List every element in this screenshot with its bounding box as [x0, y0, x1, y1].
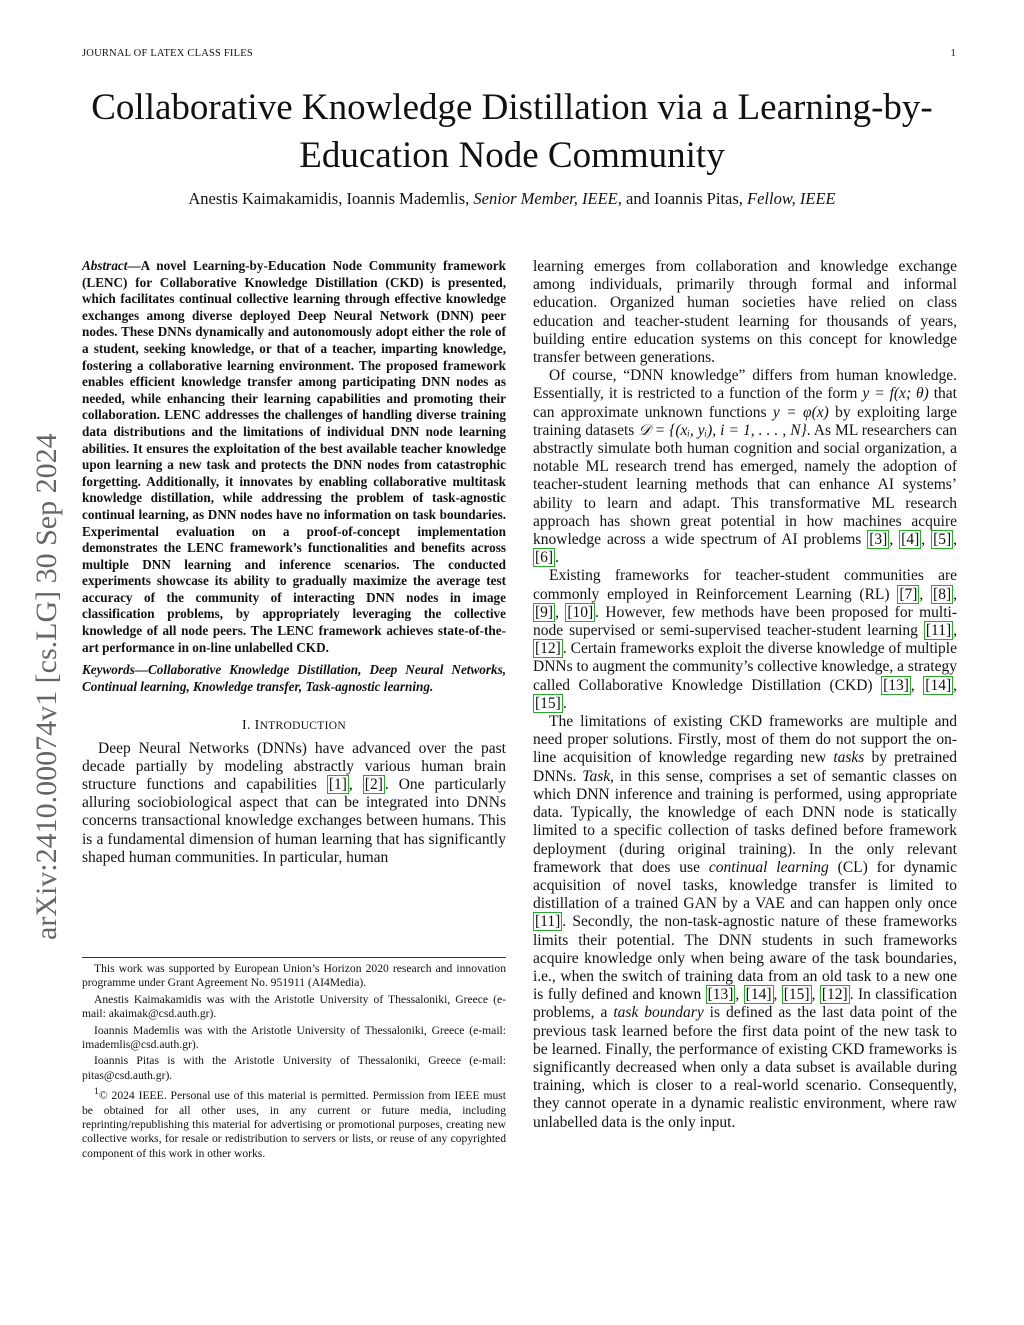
p4-emph-cl: continual learning — [708, 858, 829, 876]
author-names-2: , and Ioannis Pitas, — [617, 189, 748, 208]
citation-link[interactable]: [15] — [783, 986, 810, 1004]
citation-link[interactable]: [11] — [535, 913, 561, 931]
citation-link[interactable]: [5] — [933, 531, 952, 549]
abstract-text: —A novel Learning-by-Education Node Community framework (LENC) for Collaborative Knowledge Distillation (CKD) is presented, which facilitates continual collective learning through effective knowledge exchanges among diverse deployed Deep Neural Network (DNN) peer nodes. These DNNs dynamically and autonomously adopt either the role of a student, seeking knowledge, or that of a teacher, imparting knowledge, fostering a collaborative learning environment. The proposed framework enables efficient knowledge transfer among participating DNN nodes as needed, while enhancing their learning capabilities and promoting their collaboration. LENC addresses the challenges of handling diverse training data distributions and the limitations of individual DNN node learning abilities. It ensures the exploitation of the best available teacher knowledge upon learning a new task and protects the DNN nodes from catastrophic forgetting. Additionally, it innovates by enabling collaborative multitask knowledge distillation, while addressing the problem of task-agnostic continual learning, as DNN nodes have no information on task boundaries. Experimental evaluation on a proof-of-concept implementation demonstrates the LENC framework’s functionalities and benefits across multiple DNN learning and inference scenarios. The conducted experiments showcase its ability to gradually maximize the average test accuracy of the community of interacting DNN nodes in image classification problems, by appropriately leveraging the collective knowledge of all node peers. The LENC framework achieves state-of-the-art performance in on-line unlabelled CKD. — [82, 258, 506, 655]
footnote-author-2: Ioannis Mademlis was with the Aristotle University of Thessaloniki, Greece (e-mail: imademlis@csd.auth.gr). — [82, 1023, 506, 1052]
p4-text-g: is defined as the last data point of the previous task learned before the first data point of the new task to be learned. Finally, the performance of existing CKD frameworks is significantly decreased when only a data subset is available during training, which is closer to a real-world scenario. Consequently, they cannot operate in a dynamic realistic environment, where raw unlabelled data is the only input. — [533, 1004, 957, 1131]
intro-paragraph-1: Deep Neural Networks (DNNs) have advanced over the past decade partially by modeling abstractly various human brain structure functions and capabilities [1] , [2] . One particularly alluring sociobiological aspect that can be integrated into DNNs concerns transactional knowledge exchanges between humans. This is a fundamental dimension of human learning that has significantly shaped human communities. In particular, human — [82, 739, 506, 866]
citation-link[interactable]: [4] — [901, 531, 920, 549]
section-heading-introduction — [82, 717, 506, 735]
p2-text-a: Of course, “DNN knowledge” differs from human knowledge. Essentially, it is restricted to a function of the form — [533, 367, 957, 403]
intro-text-a: Deep Neural Networks (DNNs) have advanced over the past decade partially by modeling abstractly various human brain structure functions and capabilities — [82, 739, 506, 794]
citation-link[interactable]: [11] — [925, 622, 952, 640]
p4-emph-task: Task — [582, 767, 611, 785]
p4-text-d: (CL) for dynamic acquisition of novel tasks, knowledge transfer is limited to distillation of a trained GAN by a VAE and can happen only once — [533, 858, 957, 913]
author-role-2: Fellow, IEEE — [747, 189, 836, 208]
citation-link[interactable]: [10] — [567, 603, 594, 621]
copyright-text: © 2024 IEEE. Personal use of this material is permitted. Permission from IEEE must be obtained for all other uses, in any current or future media, including reprinting/republishing this material for advertising or promotional purposes, creating new collective works, for resale or redistribution to servers or lists, or reuse of any copyrighted component of this work in other works. — [82, 1089, 506, 1160]
footnotes — [82, 962, 506, 1163]
p2-text-b: that can approximate unknown functions — [533, 385, 957, 421]
citation-link[interactable]: [12] — [821, 986, 848, 1004]
citation-link[interactable]: [15] — [535, 694, 561, 712]
p4-text-a: The limitations of existing CKD frameworks are multiple and need proper solutions. Firstly, most of them do not support the on-line acquisition of knowledge regarding new — [533, 713, 957, 767]
citation-link[interactable]: [13] — [707, 986, 734, 1004]
math-inline: y = f(x; θ) — [862, 385, 929, 403]
running-head — [82, 48, 956, 59]
p3-text-b: . However, few methods have been proposed for multi-node supervised or semi-supervised teacher-student learning — [533, 603, 958, 640]
p3-text-a: Existing frameworks for teacher-student communities are commonly employed in Reinforcement Learning (RL) — [533, 567, 957, 603]
author-line — [60, 189, 964, 209]
left-column — [82, 258, 506, 867]
p4-text-b: by pretrained DNNs. — [533, 749, 957, 785]
right-paragraph-1: learning emerges from collaboration and knowledge exchange among individuals, primarily through formal and informal education. Organized human societies have relied on class education and teacher-student learning for thousands of years, building entire education systems on this concept for knowledge transfer between generations. — [533, 258, 957, 367]
author-names-1: Anestis Kaimakamidis, Ioannis Mademlis, — [188, 189, 474, 208]
right-paragraph-3: Existing frameworks for teacher-student communities are commonly employed in Reinforcement Learning (RL) [7] , [8] , [9] , [10] . However, few methods have been proposed for multi-node supervised or semi-supervised teacher-student learning [11] , [12] . Certain frameworks exploit the diverse knowledge of multiple DNNs to augment the community’s collective knowledge, a strategy called Collaborative Knowledge Distillation (CKD) [13] , [14] , [15] . — [533, 567, 958, 712]
keywords-label: Keywords — [82, 662, 135, 678]
abstract — [82, 258, 506, 656]
citation-link[interactable]: [12] — [535, 640, 561, 658]
intro-text-b: . One particularly alluring sociobiological aspect that can be integrated into DNNs concerns transactional knowledge exchanges between humans. This is a fundamental dimension of human learning that has significantly shaped human communities. In particular, human — [82, 776, 506, 866]
citation-link[interactable]: [1] — [328, 776, 347, 794]
footnote-copyright — [82, 1085, 506, 1161]
keywords-text: —Collaborative Knowledge Distillation, Deep Neural Networks, Continual learning, Knowledge transfer, Task-agnostic learning. — [82, 662, 506, 694]
right-paragraph-4: The limitations of existing CKD frameworks are multiple and need proper solutions. Firstly, most of them do not support the on-line acquisition of knowledge regarding new tasks by pretrained DNNs. Task, in this sense, comprises a set of semantic classes on which DNN inference and training is performed, using appropriate data. Typically, the knowledge of each DNN node is statically limited to a specific collection of tasks defined before framework deployment (during original training). In the only relevant framework that does use continual learning (CL) for dynamic acquisition of novel tasks, knowledge transfer is limited to distillation of a trained GAN by a VAE and can happen only once [11] . Secondly, the non-task-agnostic nature of these frameworks limits their potential. The DNN students in such frameworks acquire knowledge only when being aware of the task boundaries, i.e., when the switch of training data from an old task to a new one is fully defined and known [13] , [14] , [15] , [12] . In classification problems, a task boundary is defined as the last data point of the previous task learned before the first data point of the new task to be learned. Finally, the performance of existing CKD frameworks is significantly decreased when only a data subset is available during training, which is closer to a real-world scenario. Consequently, they cannot operate in a dynamic realistic environment, where raw unlabelled data is the only input. — [533, 713, 958, 1131]
abstract-label: Abstract — [82, 258, 128, 273]
footnote-rule — [82, 957, 506, 958]
p2-text-c: by exploiting large training datasets — [533, 403, 958, 439]
citation-link[interactable]: [2] — [364, 776, 383, 794]
author-role-1: Senior Member, IEEE — [473, 189, 618, 208]
footnote-mark: 1 — [94, 1086, 99, 1098]
section-initial: I — [254, 718, 260, 734]
p4-text-f: . In classification problems, a — [533, 986, 958, 1022]
math-inline: 𝒟 = {(xᵢ, yᵢ), i = 1, . . . , N} — [638, 421, 807, 439]
paper-title: Collaborative Knowledge Distillation via a Learning-by-Education Node Community — [91, 87, 933, 176]
citation-link[interactable]: [14] — [925, 676, 952, 694]
arxiv-id: arXiv:2410.00074v1 [cs.LG] 30 Sep 2024 — [30, 433, 63, 940]
journal-name: JOURNAL OF LATEX CLASS FILES — [82, 48, 253, 59]
p4-text-e: . Secondly, the non-task-agnostic nature of these frameworks limits their potential. The DNN students in such frameworks acquire knowledge only when being aware of the task boundaries, i.e., when the switch of training data from an old task to a new one is fully defined and known — [533, 913, 957, 1004]
p3-text-c: . Certain frameworks exploit the diverse knowledge of multiple DNNs to augment the community’s collective knowledge, a strategy called Collaborative Knowledge Distillation (CKD) — [533, 640, 957, 694]
footnote-funding: This work was supported by European Union’s Horizon 2020 research and innovation programme under Grant Agreement No. 951911 (AI4Media). — [82, 962, 506, 990]
citation-link[interactable]: [7] — [899, 585, 918, 603]
keywords — [82, 662, 506, 695]
right-paragraph-2: Of course, “DNN knowledge” differs from human knowledge. Essentially, it is restricted to a function of the form y = f(x; θ) that can approximate unknown functions y = φ(x) by exploiting large training datasets 𝒟 = {(xᵢ, yᵢ), i = 1, . . . , N}. As ML researchers can abstractly simulate both human cognition and social organization, a notable ML research trend has emerged, namely the adoption of teacher-student learning methods that can enhance AI systems’ ability to learn and adapt. This transformative ML research approach has shown great potential in how machines acquire knowledge across a wide spectrum of AI problems [3] , [4] , [5] , [6] . — [533, 367, 958, 567]
p4-text-c: , in this sense, comprises a set of semantic classes on which DNN inference and training is performed, using appropriate data. Typically, the knowledge of each DNN node is statically limited to a specific collection of tasks defined before framework deployment (during original training). In the only relevant framework that does use — [533, 767, 957, 876]
p2-text-d: . As ML researchers can abstractly simulate both human cognition and social organization, a notable ML research trend has emerged, namely the adoption of teacher-student learning methods that can enhance AI systems’ ability to learn and adapt. This transformative ML research approach has shown great potential in how machines acquire knowledge across a wide spectrum of AI problems — [533, 421, 957, 549]
citation-link[interactable]: [3] — [869, 531, 888, 549]
math-inline: y = φ(x) — [772, 403, 829, 421]
section-numeral: I. — [242, 718, 255, 734]
page-number: 1 — [950, 48, 956, 59]
citation-link[interactable]: [13] — [883, 676, 909, 694]
p4-emph-tasks: tasks — [833, 749, 865, 767]
citation-link[interactable]: [8] — [933, 585, 952, 603]
p4-emph-task-boundary: task boundary — [613, 1004, 704, 1022]
footnote-author-1: Anestis Kaimakamidis was with the Aristotle University of Thessaloniki, Greece (e-mail: akaimak@csd.auth.gr). — [82, 992, 506, 1021]
citation-link[interactable]: [9] — [535, 603, 554, 621]
citation-link[interactable]: [6] — [535, 549, 554, 567]
footnote-author-3: Ioannis Pitas is with the Aristotle University of Thessaloniki, Greece (e-mail: pitas@csd.auth.gr). — [82, 1054, 506, 1082]
citation-link[interactable]: [14] — [745, 986, 772, 1004]
right-column — [533, 258, 957, 1132]
section-title-rest: NTRODUCTION — [259, 720, 346, 733]
